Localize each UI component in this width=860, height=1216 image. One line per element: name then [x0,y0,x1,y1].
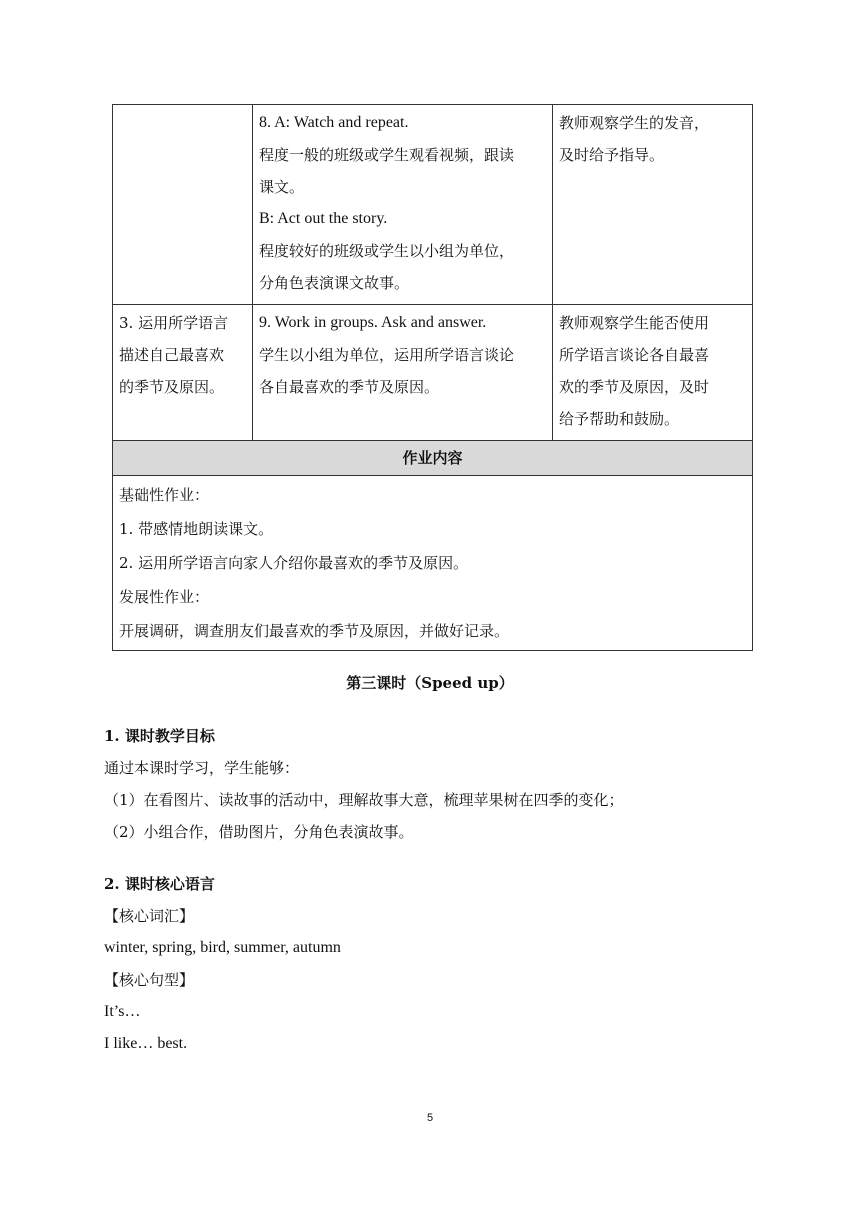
spacer [104,848,764,868]
objectives-line: （1）在看图片、读故事的活动中，理解故事大意，梳理苹果树在四季的变化； [104,791,624,809]
lesson-plan-table [112,104,753,651]
section-title: 第三课时（Speed up） [346,674,514,692]
activity-line: 9. Work in groups. Ask and answer. [259,314,487,331]
objectives-heading: 1. 课时教学目标 [104,727,215,745]
goal-line: 的季节及原因。 [119,378,225,396]
assessment-cell [553,105,753,305]
activity-cell [253,105,553,305]
core-language-heading: 2. 课时核心语言 [104,875,215,893]
pattern-label: 【核心句型】 [104,971,195,989]
goal-cell [113,105,253,305]
objectives-line: 通过本课时学习，学生能够： [104,759,300,777]
homework-row [113,476,753,651]
goal-cell [113,305,253,441]
activity-line: 程度一般的班级或学生观看视频，跟读 [259,146,515,164]
activity-line: 学生以小组为单位，运用所学语言谈论 [259,346,515,364]
activity-line: 课文。 [259,178,305,196]
vocab-list: winter, spring, bird, summer, autumn [104,939,341,956]
activity-line: 分角色表演课文故事。 [259,274,410,292]
assessment-line: 给予帮助和鼓励。 [559,410,680,428]
activity-line: 程度较好的班级或学生以小组为单位， [259,242,515,260]
homework-line: 发展性作业： [119,588,210,606]
lesson-body [104,720,764,1060]
activity-line: 8. A: Watch and repeat. [259,114,409,131]
homework-line: 1. 带感情地朗读课文。 [119,520,274,538]
assessment-line: 教师观察学生的发音， [559,114,710,132]
vocab-label: 【核心词汇】 [104,907,195,925]
page-number: 5 [426,1112,434,1124]
assessment-cell [553,305,753,441]
assessment-line: 及时给予指导。 [559,146,665,164]
goal-line: 3. 运用所学语言 [119,314,229,332]
sentence-pattern: It’s… [104,1003,141,1020]
assessment-line: 所学语言谈论各自最喜 [559,346,710,364]
homework-header: 作业内容 [113,441,753,476]
table-row [113,305,753,441]
homework-line: 基础性作业： [119,486,210,504]
table-row [113,105,753,305]
goal-line: 描述自己最喜欢 [119,346,225,364]
assessment-line: 教师观察学生能否使用 [559,314,710,332]
assessment-line: 欢的季节及原因，及时 [559,378,710,396]
homework-cell [113,476,753,651]
objectives-line: （2）小组合作，借助图片，分角色表演故事。 [104,823,414,841]
homework-line: 2. 运用所学语言向家人介绍你最喜欢的季节及原因。 [119,554,469,572]
activity-line: B: Act out the story. [259,210,388,227]
homework-line: 开展调研，调查朋友们最喜欢的季节及原因，并做好记录。 [119,622,510,640]
activity-line: 各自最喜欢的季节及原因。 [259,378,440,396]
homework-header-row [113,441,753,476]
sentence-pattern: I like… best. [104,1035,188,1052]
activity-cell [253,305,553,441]
